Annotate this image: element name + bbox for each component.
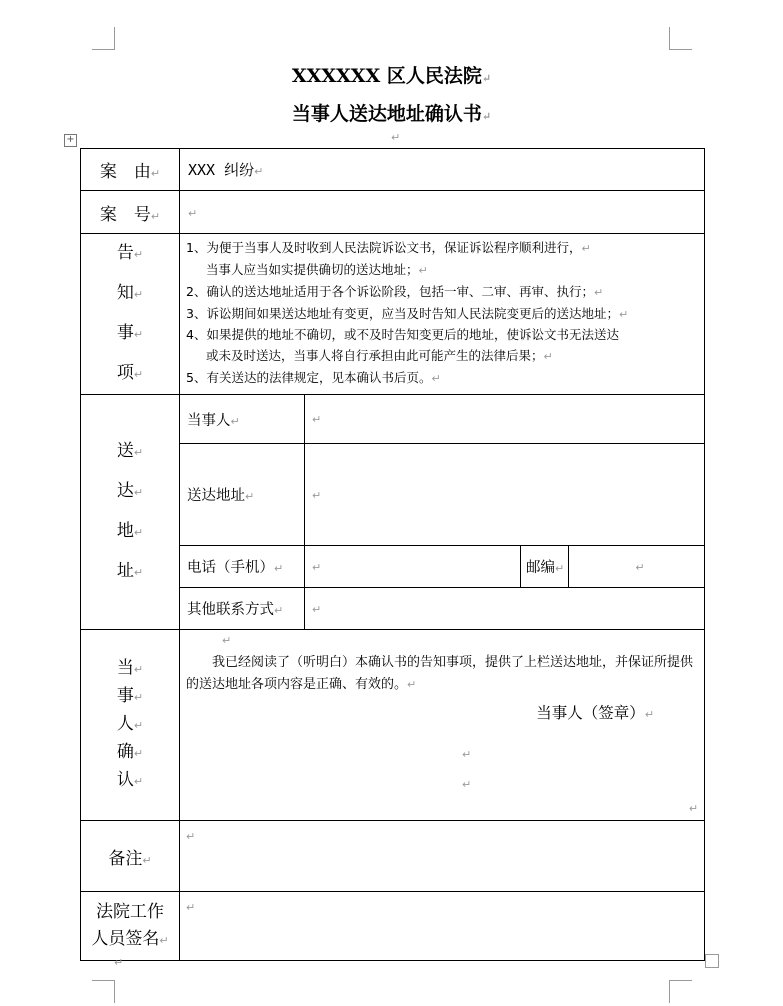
notice-label: 告↵ 知↵ 事↵ 项↵ bbox=[81, 234, 180, 395]
address-section-label: 送↵ 达↵ 地↵ 址↵ bbox=[81, 395, 180, 630]
other-contact-label: 其他联系方式↵ bbox=[180, 588, 305, 630]
notice-items bbox=[180, 234, 705, 395]
row-case-cause bbox=[81, 149, 705, 191]
court-name: XXXXXX 区人民法院↵ bbox=[291, 65, 492, 87]
postcode-field[interactable]: ↵ bbox=[569, 546, 705, 588]
notice-item: 5、有关送达的法律规定，见本确认书后页。↵ bbox=[186, 369, 441, 385]
party-signature-label: 当事人（签章）↵ bbox=[536, 704, 655, 722]
phone-label: 电话（手机）↵ bbox=[180, 546, 305, 588]
address-confirmation-table bbox=[80, 148, 705, 961]
service-address-field[interactable]: ↵ bbox=[305, 444, 705, 546]
confirmation-statement: 我已经阅读了（听明白）本确认书的告知事项，提供了上栏送达地址，并保证所提供的送达地址各项内容是正确、有效的。↵ bbox=[186, 655, 694, 692]
row-remarks bbox=[81, 821, 705, 892]
confirmation-label: 当↵ 事↵ 人↵ 确↵ 认↵ bbox=[81, 630, 180, 821]
remarks-field[interactable]: ↵ bbox=[180, 821, 705, 892]
service-address-label: 送达地址↵ bbox=[180, 444, 305, 546]
row-notice bbox=[81, 234, 705, 395]
case-cause-label: 案 由↵ bbox=[81, 149, 180, 191]
paragraph-mark: ↵ bbox=[114, 956, 124, 969]
notice-item: 当事人应当如实提供确切的送达地址；↵ bbox=[206, 262, 428, 277]
staff-signature-field[interactable]: ↵ bbox=[180, 892, 705, 961]
party-label: 当事人↵ bbox=[180, 395, 305, 444]
row-case-number bbox=[81, 191, 705, 234]
crop-mark-bottom-left bbox=[92, 980, 115, 1003]
row-party-confirmation bbox=[81, 630, 705, 821]
staff-signature-label: 法院工作 人员签名↵ bbox=[81, 892, 180, 961]
paragraph-mark: ↵ bbox=[391, 131, 401, 144]
document-title: 当事人送达地址确认书↵ bbox=[291, 103, 492, 125]
crop-mark-bottom-right bbox=[669, 980, 692, 1003]
crop-mark-top-left bbox=[92, 27, 115, 50]
case-cause-value[interactable]: XXX 纠纷↵ bbox=[180, 149, 705, 191]
row-staff-signature bbox=[81, 892, 705, 961]
notice-item: 4、如果提供的地址不确切，或不及时告知变更后的地址，使诉讼文书无法送达 bbox=[186, 327, 619, 343]
case-number-label: 案 号↵ bbox=[81, 191, 180, 234]
postcode-label: 邮编↵ bbox=[521, 546, 569, 588]
table-move-handle-icon[interactable]: + bbox=[64, 134, 77, 147]
phone-field[interactable]: ↵ bbox=[305, 546, 521, 588]
notice-item: 1、为便于当事人及时收到人民法院诉讼文书，保证诉讼程序顺利进行，↵ bbox=[186, 240, 591, 256]
other-contact-field[interactable]: ↵ bbox=[305, 588, 705, 630]
confirmation-cell[interactable]: ↵ 我已经阅读了（听明白）本确认书的告知事项，提供了上栏送达地址，并保证所提供的送达地址各项内容是正确、有效的。↵ 当事人（签章）↵ ↵ ↵ ↵ bbox=[180, 630, 705, 821]
case-number-field[interactable]: ↵ bbox=[180, 191, 705, 234]
row-party bbox=[81, 395, 705, 444]
notice-item: 或未及时送达，当事人将自行承担由此可能产生的法律后果；↵ bbox=[206, 348, 553, 364]
crop-mark-top-right bbox=[669, 27, 692, 50]
party-field[interactable]: ↵ bbox=[305, 395, 705, 444]
notice-item: 2、确认的送达地址适用于各个诉讼阶段，包括一审、二审、再审、执行；↵ bbox=[186, 283, 604, 299]
notice-item: 3、诉讼期间如果送达地址有变更，应当及时告知人民法院变更后的送达地址；↵ bbox=[186, 305, 629, 321]
table-resize-handle[interactable] bbox=[705, 954, 719, 968]
remarks-label: 备注↵ bbox=[81, 821, 180, 892]
